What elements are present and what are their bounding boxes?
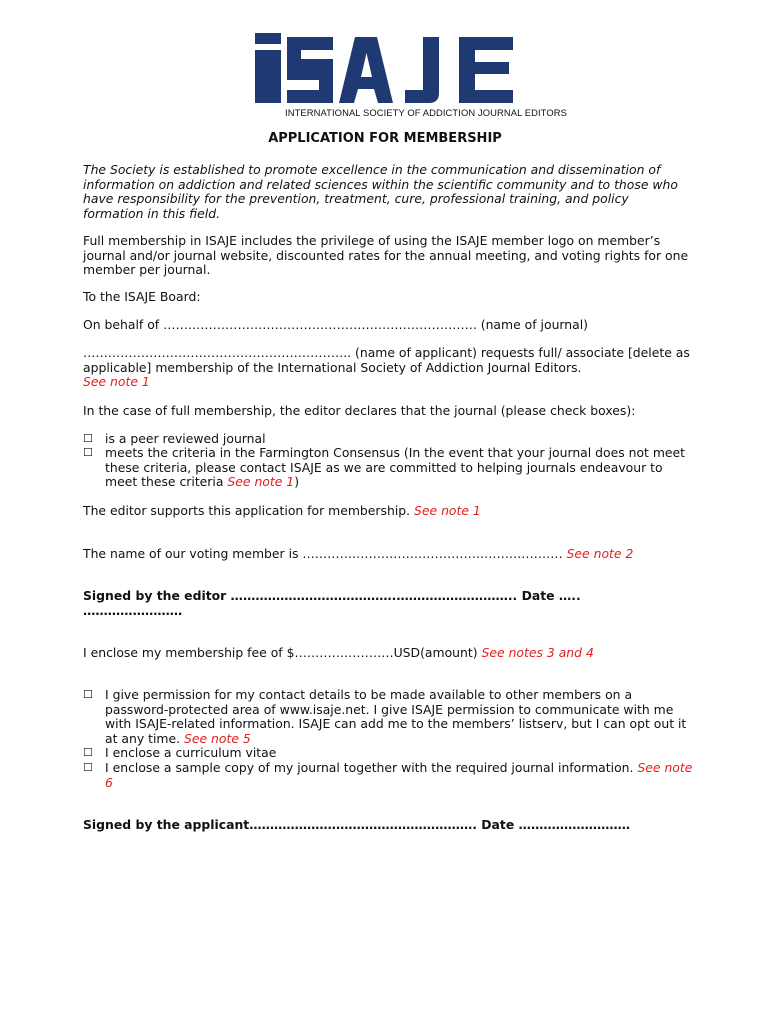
editor-supports-note: See note 1: [414, 503, 481, 518]
farmington-text: meets the criteria in the Farmington Consensus (In the event that your journal does not meet these criteria, please contact ISAJE as we are committed to helping journals endeavour to meet these criteria: [105, 445, 686, 490]
sample-copy-text: I enclose a sample copy of my journal together with the required journal information.: [105, 760, 634, 775]
sample-copy-checkbox[interactable]: ☐: [83, 761, 93, 774]
peer-reviewed-checkbox[interactable]: ☐: [83, 432, 93, 445]
contact-permission-label: [105, 688, 697, 746]
farmington-label: [105, 446, 697, 490]
applicant-signature-line: Signed by the applicant………………………………………………. Date ………………………: [83, 817, 631, 832]
editor-supports-line: [83, 504, 693, 519]
isaje-logo-mark: [255, 33, 517, 105]
farmington-close: ): [294, 474, 300, 490]
voting-member-text: The name of our voting member is ………………………………………………………: [83, 546, 563, 561]
sample-copy-label: [105, 761, 697, 790]
peer-reviewed-label: is a peer reviewed journal: [105, 431, 266, 446]
contact-permission-text: I give permission for my contact details to be made available to other members on a password-protected area of www.isaje.net. I give ISAJE permission to communicate with me with ISAJE-related information. ISAJE can add me to the members’ listserv, but I can opt out it at any time.: [105, 687, 687, 746]
fee-line: [83, 646, 693, 661]
contact-permission-checkbox[interactable]: ☐: [83, 688, 93, 701]
to-board-line: To the ISAJE Board:: [83, 289, 201, 304]
cv-checkbox[interactable]: ☐: [83, 746, 93, 759]
journal-name-line: On behalf of …………………………………………………………………. (name of journal): [83, 317, 589, 332]
voting-member-line: [83, 547, 693, 562]
voting-member-note: See note 2: [566, 546, 634, 561]
full-membership-paragraph: Full membership in ISAJE includes the privilege of using the ISAJE member logo on member’s journal and/or journal website, discounted rates for the annual meeting, and voting rights for one member per journal.: [83, 233, 689, 278]
sample-copy-note: See note 6: [105, 760, 693, 790]
cv-label: I enclose a curriculum vitae: [105, 745, 277, 760]
applicant-note: See note 1: [83, 374, 150, 390]
applicant-text: ……………………………………………………….. (name of applicant) requests full/ associate [delete as applicable] membership of the International Society of Addiction Journal Editors.: [83, 345, 690, 375]
editor-supports-text: The editor supports this application for membership.: [83, 503, 411, 518]
full-case-line: In the case of full membership, the editor declares that the journal (please check boxes):: [83, 403, 636, 418]
farmington-note: See note 1: [227, 474, 295, 490]
farmington-checkbox[interactable]: ☐: [83, 446, 93, 459]
fee-text: I enclose my membership fee of $……………………USD(amount): [83, 645, 478, 660]
fee-note: See notes 3 and 4: [481, 645, 594, 660]
editor-signature-line: Signed by the editor ………………………………….……………………….. Date ….. ……………………: [83, 588, 581, 618]
applicant-paragraph: [83, 346, 693, 390]
intro-paragraph: The Society is established to promote excellence in the communication and dissemination of information on addiction and related sciences within the scientific community and to those who have responsibility for the prevention, treatment, cure, professional training, and policy formation in this field.: [83, 162, 678, 221]
page-title: APPLICATION FOR MEMBERSHIP: [268, 131, 502, 146]
logo-tagline: INTERNATIONAL SOCIETY OF ADDICTION JOURNAL EDITORS: [285, 107, 567, 118]
contact-permission-note: See note 5: [184, 730, 251, 746]
isaje-logo: [255, 33, 567, 119]
